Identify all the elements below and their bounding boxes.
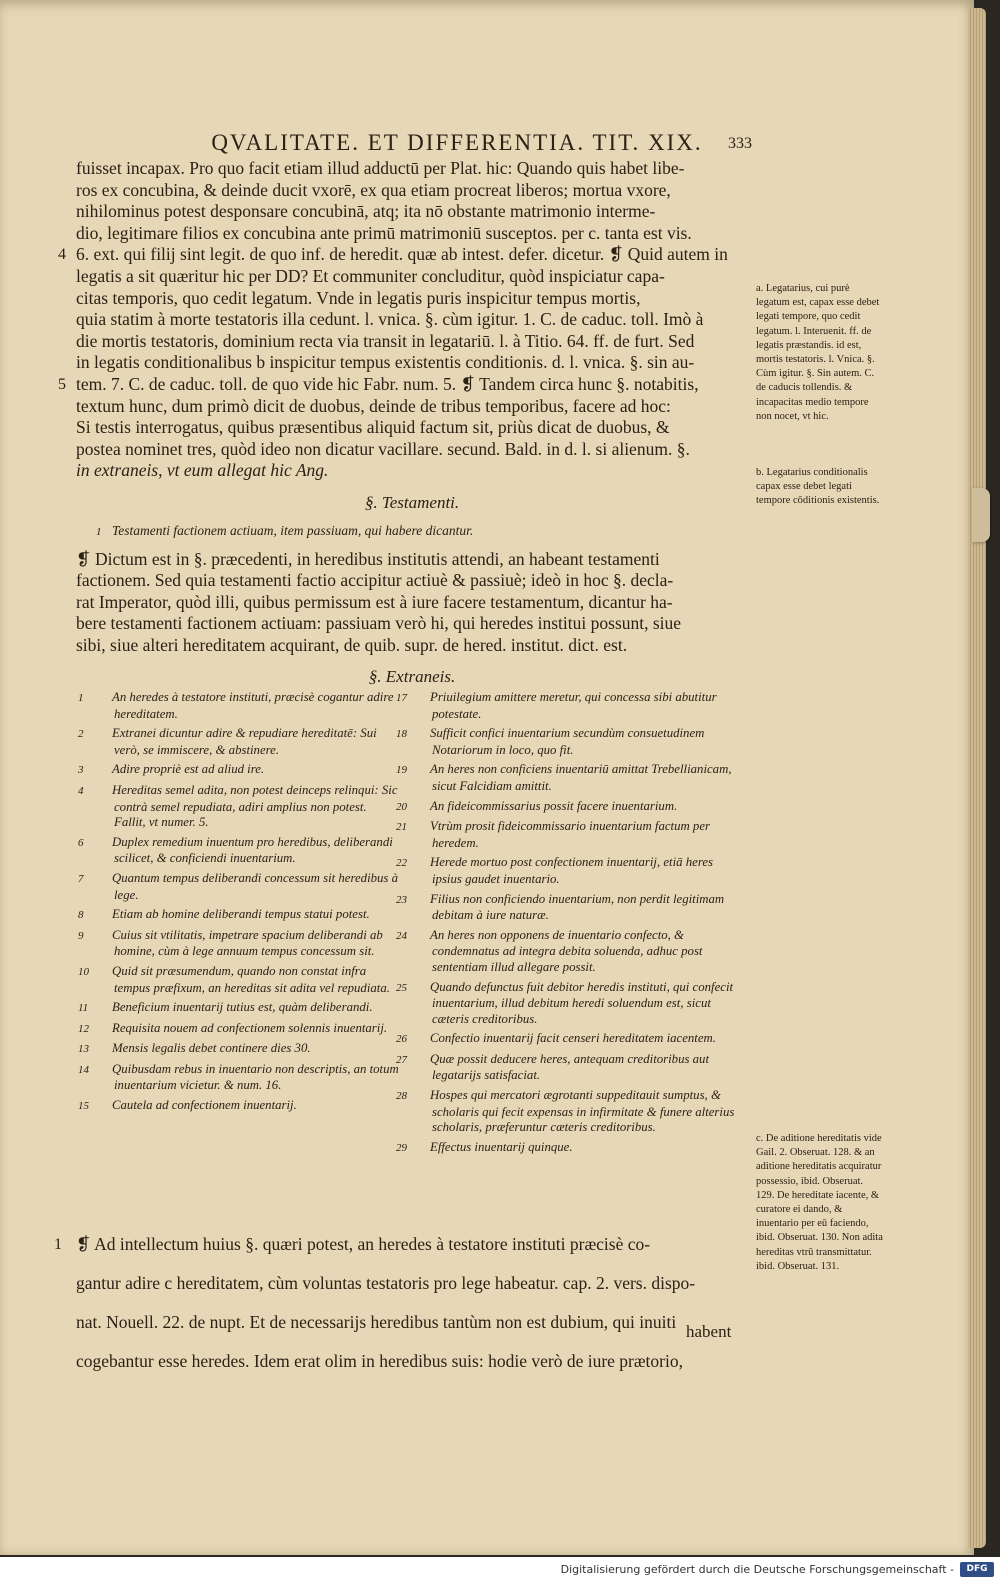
footer-bar bbox=[0, 1557, 1000, 1583]
summary-item bbox=[78, 1098, 400, 1115]
summary-columns bbox=[78, 690, 748, 1210]
summary-item bbox=[396, 726, 736, 758]
summary-text: Quantum tempus deliberandi concessum sit heredibus à lege. bbox=[112, 870, 398, 902]
summary-item bbox=[396, 762, 736, 794]
summary-number: 10 bbox=[78, 965, 89, 978]
summary-text: Extranei dicuntur adire & repudiare hereditatē: Sui verò, se immiscere, & abstinere. bbox=[112, 726, 377, 757]
text-line: dio, legitimare filios ex concubina ante primū matrimoniū susceptos. per c. tanta est vis. bbox=[76, 222, 692, 243]
summary-item bbox=[396, 1139, 736, 1157]
summary-text: Testamenti factionem actiuam, item passiuam, qui habere dicantur. bbox=[112, 522, 474, 538]
summary-text: Hospes qui mercatori ægrotanti suppeditauit sumptus, & scholaris qui fecit expensas in infirmitate & funere alterius scholaris, præferuntur cæteris creditoribus. bbox=[430, 1088, 735, 1135]
summary-item bbox=[78, 1020, 400, 1038]
text-line: ❡ Dictum est in §. præcedenti, in heredibus institutis attendi, an habeant testamenti bbox=[76, 548, 660, 569]
text-line-content: 6. ext. qui filij sint legit. de quo inf. de heredit. quæ ab intest. defer. dicetur. ❡ Quid autem in bbox=[76, 244, 728, 265]
text-line: die mortis testatoris, dominium recta via transit in legatariū. l. à Titio. 64. ff. de furt. Sed bbox=[76, 330, 695, 351]
margin-number: 1 bbox=[54, 1235, 62, 1253]
summary-text: Cautela ad confectionem inuentarij. bbox=[112, 1098, 297, 1113]
text-line: nat. Nouell. 22. de nupt. Et de necessarijs heredibus tantùm non est dubium, qui inuiti bbox=[76, 1311, 677, 1332]
text-line: nihilominus potest desponsare concubinā, atq; ita nō obstante matrimonio interme- bbox=[76, 201, 656, 222]
summary-text: Etiam ab homine deliberandi tempus statui potest. bbox=[112, 907, 370, 922]
summary-item bbox=[396, 1088, 736, 1136]
summary-text: Sufficit confici inuentarium secundùm consuetudinem Notariorum in loco, quo fit. bbox=[430, 726, 705, 757]
summary-text: Adire propriè est ad aliud ire. bbox=[112, 762, 265, 777]
summary-text: An fideicommissarius possit facere inuentarium. bbox=[430, 798, 678, 813]
summary-item bbox=[78, 762, 400, 779]
text-line: textum hunc, dum primò dicit de duobus, deinde de tribus temporibus, facere ad hoc: bbox=[76, 395, 671, 416]
summary-item bbox=[396, 690, 736, 722]
summary-number: 22 bbox=[396, 857, 407, 870]
summary-text: An heredes à testatore instituti, præcisè cogantur adire hereditatem. bbox=[112, 690, 394, 721]
summary-item bbox=[396, 979, 736, 1028]
summary-item bbox=[78, 1000, 400, 1017]
summary-number: 18 bbox=[396, 728, 407, 741]
summary-item bbox=[78, 690, 400, 722]
summary-item bbox=[78, 1061, 400, 1094]
summary-item bbox=[78, 963, 400, 996]
summary-number: 23 bbox=[396, 893, 407, 906]
summary-number: 13 bbox=[78, 1043, 89, 1056]
text-line bbox=[58, 244, 748, 266]
side-note-a: a. Legatarius, cui purè legatum est, capax esse debet legati tempore, quo cedit legatum. l. Interuenit. ff. de legatis præstandis. id est, mortis testatoris. l. Vnica. §. Cùm igitur. §. Sin autem. C. de caducis tollendis. & incapacitas medio tempore non nocet, vt hic. bbox=[756, 283, 880, 422]
summary-number: 27 bbox=[396, 1053, 407, 1066]
summary-text: Beneficium inuentarij tutius est, quàm deliberandi. bbox=[112, 1000, 373, 1015]
summary-number: 2 bbox=[78, 728, 84, 741]
dfg-logo: DFG bbox=[960, 1562, 994, 1577]
summary-item bbox=[396, 855, 736, 887]
text-line: Si testis interrogatus, quibus præsentibus aliquid factum sit, priùs dicat de duobus, & bbox=[76, 417, 670, 438]
side-note-c: c. De aditione hereditatis vide Gail. 2. Obseruat. 128. & an aditione hereditatis acquiratur possessio, ibid. Obseruat. 129. De hereditate iacente, & curatore ei dando, & inuentario per eū faciendo, ibid. Obseruat. 130. Non adita hereditas vtrū transmittatur. ibid. Obseruat. 131. bbox=[756, 1133, 883, 1272]
summary-number: 14 bbox=[78, 1063, 89, 1076]
text-line: fuisset incapax. Pro quo facit etiam illud adductū per Plat. hic: Quando quis habet libe- bbox=[76, 158, 685, 178]
summary-number: 25 bbox=[396, 981, 407, 994]
summary-number: 1 bbox=[78, 692, 84, 704]
summary-number: 11 bbox=[78, 1002, 89, 1015]
summary-item bbox=[396, 798, 736, 816]
summary-number: 20 bbox=[396, 800, 407, 813]
summary-item bbox=[78, 1041, 400, 1058]
summary-number: 8 bbox=[78, 909, 84, 922]
summary-item bbox=[78, 834, 400, 867]
text-line: postea nominet tres, quòd ideo non dicatur vacillare. secund. Bald. in d. l. si alienum. §. bbox=[76, 438, 690, 459]
summary-text: Quæ possit deducere heres, antequam creditoribus aut legatarijs satisfaciat. bbox=[430, 1051, 710, 1083]
summary-text: Vtrùm prosit fideicommissario inuentarium factum per heredem. bbox=[430, 819, 710, 850]
text-line bbox=[58, 373, 748, 396]
text-line: cogebantur esse heredes. Idem erat olim in heredibus suis: hodie verò de iure prætorio, bbox=[76, 1350, 683, 1371]
summary-number: 21 bbox=[396, 821, 407, 834]
summary-text: Quibusdam rebus in inuentario non descriptis, an totum inuentarium vicietur. & num. 16. bbox=[112, 1061, 399, 1093]
summary-text: Mensis legalis debet continere dies 30. bbox=[112, 1041, 311, 1056]
section-heading-testamenti: §. Testamenti. bbox=[364, 492, 460, 512]
summary-text: Filius non conficiendo inuentarium, non perdit legitimam debitam à iure naturæ. bbox=[430, 891, 725, 923]
text-line: gantur adire c hereditatem, cùm voluntas testatoris pro lege habeatur. cap. 2. vers. dispo- bbox=[76, 1272, 696, 1293]
summary-item bbox=[78, 907, 400, 924]
summary-number: 4 bbox=[78, 784, 84, 797]
summary-number: 6 bbox=[78, 836, 84, 849]
summary-text: Quando defunctus fuit debitor heredis instituti, qui confecit inuentarium, illud debitum heredi soluendum est, sicut cæteris creditoribus. bbox=[430, 979, 734, 1026]
main-text-top bbox=[58, 158, 748, 696]
margin-number: 4 bbox=[58, 246, 66, 264]
summary-text: Requisita nouem ad confectionem solennis inuentarij. bbox=[112, 1020, 388, 1035]
summary-item bbox=[396, 927, 736, 976]
summary-text: Priuilegium amittere meretur, qui concessa sibi abutitur potestate. bbox=[430, 690, 717, 721]
side-note-b: b. Legatarius conditionalis capax esse debet legati tempore cōditionis existentis. bbox=[756, 467, 880, 507]
summary-number: 3 bbox=[78, 764, 84, 777]
summary-item bbox=[78, 870, 400, 903]
summary-item bbox=[396, 891, 736, 924]
text-line-content: tem. 7. C. de caduc. toll. de quo vide hic Fabr. num. 5. ❡ Tandem circa hunc §. notabitis, bbox=[76, 373, 699, 394]
summary-text: An heres non conficiens inuentariū amittat Trebellianicam, sicut Falcidiam amittit. bbox=[430, 762, 732, 793]
summary-number: 24 bbox=[396, 929, 407, 942]
text-line: in legatis conditionalibus b inspicitur tempus existentis conditionis. d. l. vnica. §. sin au- bbox=[76, 352, 695, 373]
summary-text: Quid sit præsumendum, quando non constat infra tempus præfixum, an hereditas sit adita vel repudiata. bbox=[112, 963, 390, 995]
summary-text: Hereditas semel adita, non potest deinceps relinqui: Sic contrà semel repudiata, adiri amplius non potest. Fallit, vt numer. 5. bbox=[112, 782, 398, 830]
summary-number: 7 bbox=[78, 872, 84, 885]
summary-text: Herede mortuo post confectionem inuentarij, etiā heres ipsius gaudet inuentario. bbox=[430, 855, 714, 886]
text-line-content: ❡ Ad intellectum huius §. quæri potest, an heredes à testatore instituti præcisè co- bbox=[76, 1233, 651, 1254]
summary-item bbox=[78, 726, 400, 758]
page-number: 333 bbox=[728, 135, 752, 152]
summary-item bbox=[78, 782, 400, 831]
text-line: ros ex concubina, & deinde ducit vxorē, ex qua etiam procreat liberos; mortua vxore, bbox=[76, 179, 671, 200]
text-line: legatis a sit quæritur hic per DD? Et communiter concluditur, quòd inspiciatur capa- bbox=[76, 265, 665, 286]
text-line: quia statim à morte testatoris illa cedunt. l. vnica. §. cùm igitur. 1. C. de caduc. toll. Imò à bbox=[76, 309, 704, 330]
summary-number: 28 bbox=[396, 1090, 407, 1103]
text-line bbox=[54, 1233, 748, 1256]
summary-text: Confectio inuentarij facit censeri hereditatem iacentem. bbox=[430, 1031, 716, 1046]
summary-text: Duplex remedium inuentum pro heredibus, deliberandi scilicet, & conficiendi inuentarium. bbox=[112, 834, 393, 866]
summary-number: 26 bbox=[396, 1033, 407, 1046]
text-line: bere testamenti factionem actiuam: passiuam verò hi, qui heredes institui possunt, siue bbox=[76, 613, 682, 634]
summary-item bbox=[396, 819, 736, 851]
section-heading-extraneis: §. Extraneis. bbox=[368, 667, 456, 687]
text-line: sibi, siue alteri hereditatem acquirant, de quib. supr. de hered. institut. dict. est. bbox=[76, 634, 628, 655]
summary-number: 1 bbox=[96, 525, 102, 538]
text-line: citas temporis, quo cedit legatum. Vnde in legatis puris inspicitur tempus mortis, bbox=[76, 287, 641, 308]
summary-number: 29 bbox=[396, 1141, 407, 1154]
main-text-bottom bbox=[54, 1216, 748, 1390]
summary-item bbox=[396, 1051, 736, 1084]
text-line: in extraneis, vt eum allegat hic Ang. bbox=[76, 460, 329, 481]
page-edges bbox=[968, 8, 986, 1548]
summary-number: 17 bbox=[396, 692, 407, 704]
summary-number: 12 bbox=[78, 1022, 89, 1035]
summary-item bbox=[96, 522, 748, 541]
text-line: factionem. Sed quia testamenti factio accipitur actiuè & passiuè; ideò in hoc §. decla- bbox=[76, 570, 674, 591]
summary-item bbox=[396, 1031, 736, 1048]
summary-number: 15 bbox=[78, 1100, 89, 1113]
summary-item bbox=[78, 927, 400, 960]
footer-credit: Digitalisierung gefördert durch die Deutsche Forschungsgemeinschaft - bbox=[560, 1563, 954, 1576]
summary-text: Cuius sit vtilitatis, impetrare spacium deliberandi ab homine, cùm à lege annuum tempus concessum sit. bbox=[112, 927, 383, 959]
summary-text: Effectus inuentarij quinque. bbox=[430, 1139, 573, 1154]
summary-column-left bbox=[78, 690, 400, 1119]
summary-column-right bbox=[396, 690, 736, 1160]
text-line: rat Imperator, quòd illi, quibus permissum est à iure facere testamentum, dicantur ha- bbox=[76, 591, 673, 612]
summary-text: An heres non opponens de inuentario confecto, & condemnatus ad integra debita soluenda, adhuc post sententiam illud allegare possit. bbox=[430, 927, 703, 974]
summary-number: 9 bbox=[78, 929, 84, 942]
running-title: QVALITATE. ET DIFFERENTIA. TIT. XIX. bbox=[211, 130, 703, 155]
margin-number: 5 bbox=[58, 375, 66, 393]
summary-number: 19 bbox=[396, 764, 407, 777]
catchword: habent bbox=[686, 1322, 732, 1341]
